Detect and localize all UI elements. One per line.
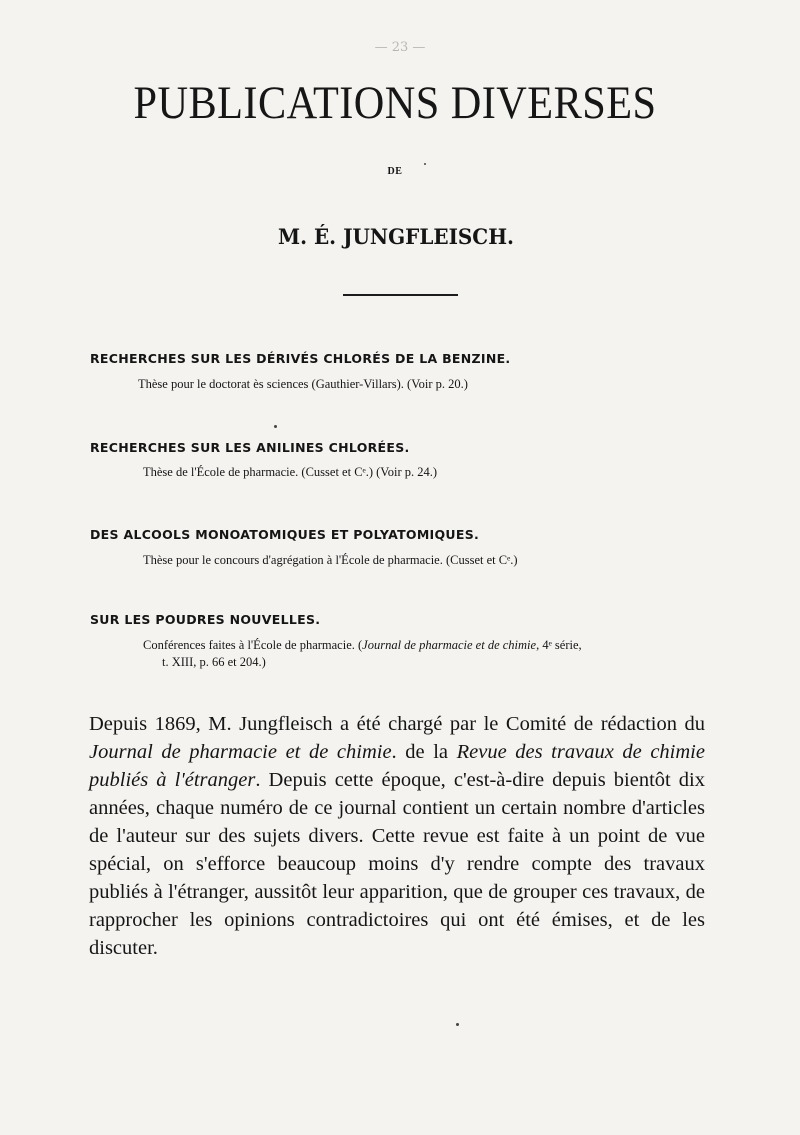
paragraph-text-2: . de la [391,741,457,763]
page-title: PUBLICATIONS DIVERSES [133,77,657,129]
publication-note-4 [143,638,582,653]
scan-speck [274,425,277,428]
publication-title-3: DES ALCOOLS MONOATOMIQUES ET POLYATOMIQUES. [90,527,480,542]
scan-speck [424,163,426,165]
publication-note-4-line2: t. XIII, p. 66 et 204.) [162,655,266,669]
scan-speck [456,1023,459,1026]
publication-title-2: RECHERCHES SUR LES ANILINES CHLORÉES. [90,440,410,455]
body-paragraph [89,710,705,962]
author-name: M. É. JUNGFLEISCH. [277,224,514,249]
paragraph-journal-title: Journal de pharmacie et de chimie [89,741,392,763]
publication-note-4-end: , 4ᵉ série, [536,638,582,652]
publication-note-4-journal: Journal de pharmacie et de chimie [362,638,537,652]
paragraph-text-3: . Depuis cette époque, c'est-à-dire depuis bientôt dix années, chaque numéro de ce journal contient un certain nombre d'articles de l'auteur sur des sujets divers. Cette revue est faite à un point de vue spécial, on s'efforce beaucoup moins d'y rendre compte des travaux publiés à l'étranger, aussitôt leur apparition, que de grouper ces travaux, de rapprocher les opinions contradictoires qui ont été émises, et de les discuter. [89,769,705,959]
publication-note-4-start: Conférences faites à l'École de pharmacie. ( [143,638,363,652]
publication-note-3: Thèse pour le concours d'agrégation à l'École de pharmacie. (Cusset et Cᵉ.) [143,553,518,567]
publication-note-1: Thèse pour le doctorat ès sciences (Gauthier-Villars). (Voir p. 20.) [138,377,468,391]
publication-title-1: RECHERCHES SUR LES DÉRIVÉS CHLORÉS DE LA BENZINE. [90,351,511,366]
title-rule [343,294,458,296]
publication-title-4: SUR LES POUDRES NOUVELLES. [90,612,321,627]
publication-note-2: Thèse de l'École de pharmacie. (Cusset et Cᵉ.) (Voir p. 24.) [143,465,438,479]
page-number: — 23 — [374,40,426,55]
paragraph-revue-title: Revue des travaux de chimie publiés à l'étranger [89,741,705,791]
paragraph-text-1: Depuis 1869, M. Jungfleisch a été chargé par le Comité de rédaction du [89,713,705,735]
de-label: DE [387,166,403,177]
